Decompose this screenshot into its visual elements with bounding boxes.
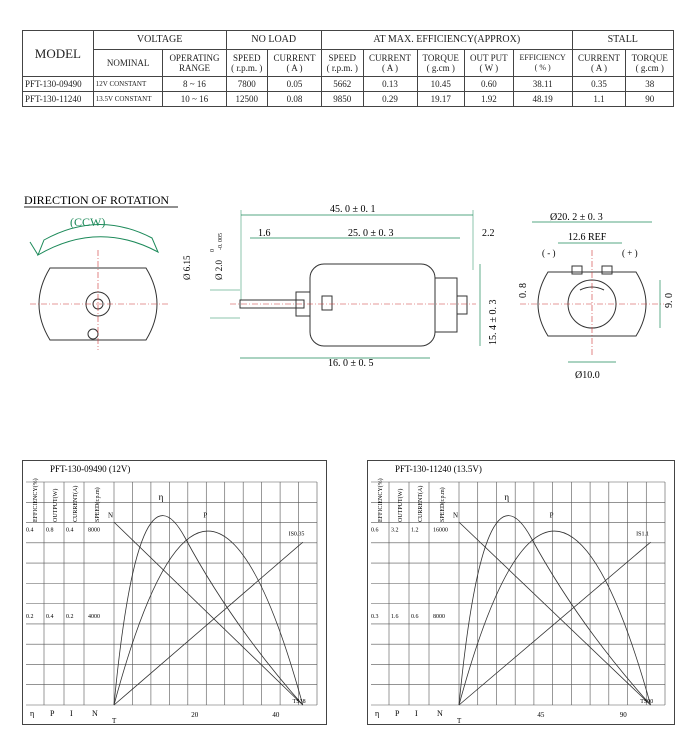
motor-rear-view <box>518 212 675 381</box>
table-cell: 38.11 <box>513 77 572 92</box>
tick-label: 16000 <box>433 527 448 534</box>
curve-label-is: IS0.35 <box>288 531 305 538</box>
spec-table <box>22 30 674 107</box>
tick-label: 8000 <box>433 613 445 620</box>
table-cell: 10 ~ 16 <box>163 92 226 107</box>
table-cell: 0.29 <box>363 92 417 107</box>
x-origin-label: T <box>457 717 462 725</box>
dim-end-dia: Ø10.0 <box>575 370 600 381</box>
chart-1-title: PFT-130-09490 (12V) <box>50 464 131 474</box>
tick-label: 0.8 <box>46 527 54 534</box>
stall-torque-header: TORQUE ( g.cm ) <box>626 50 674 77</box>
dim-body-height: 15. 4 ± 0. 3 <box>488 299 499 345</box>
dim-body-length: 25. 0 ± 0. 3 <box>348 228 394 239</box>
terminal-plus: ( + ) <box>622 248 638 258</box>
performance-chart-1 <box>22 460 327 730</box>
efficiency-curve <box>114 516 303 705</box>
table-cell: 12V CONSTANT <box>93 77 163 92</box>
curve-label-p: P <box>203 511 208 520</box>
terminal-minus: ( - ) <box>542 248 556 258</box>
table-cell: 90 <box>626 92 674 107</box>
dim-terminal-ref: 12.6 REF <box>568 232 607 243</box>
rotation-title: DIRECTION OF ROTATION <box>24 193 170 207</box>
x-tick-label: 20 <box>191 711 199 719</box>
maxeff-current-header: CURRENT ( A ) <box>363 50 417 77</box>
maxeff-output-header: OUT PUT ( W ) <box>464 50 513 77</box>
table-row <box>23 92 674 107</box>
performance-chart-2 <box>367 460 675 730</box>
legend-entry: P <box>50 709 55 718</box>
table-cell: 9850 <box>322 92 364 107</box>
maxeff-speed-header: SPEED ( r.p.m. ) <box>322 50 364 77</box>
tick-label: 0.4 <box>26 527 34 534</box>
axis-label: OUTPUT(W) <box>398 488 404 522</box>
rotation-direction: (CCW) <box>70 215 106 229</box>
table-cell: 48.19 <box>513 92 572 107</box>
table-row <box>23 77 674 92</box>
chart-2-title: PFT-130-11240 (13.5V) <box>395 464 482 474</box>
curve-label-eta: η <box>158 491 164 502</box>
axis-label: EFFICIENCY(%) <box>378 478 384 522</box>
dim-shaft-tol-b: -0. 005 <box>218 233 224 250</box>
table-cell: 19.17 <box>417 92 464 107</box>
x-origin-label: T <box>112 717 117 725</box>
tick-label: 4000 <box>88 613 100 620</box>
curve-label-is: IS1.1 <box>636 531 650 538</box>
x-tick-label: 45 <box>537 711 545 719</box>
maxeff-torque-header: TORQUE ( g.cm ) <box>417 50 464 77</box>
technical-drawings <box>0 180 700 400</box>
axis-label: SPEED(r.p.m) <box>440 487 446 522</box>
tick-label: 8000 <box>88 527 100 534</box>
curve-label-n: N <box>453 511 459 520</box>
stall-header: STALL <box>572 31 673 50</box>
nominal-header: NOMINAL <box>93 50 163 77</box>
operating-range-header: OPERATING RANGE <box>163 50 226 77</box>
tick-label: 0.4 <box>66 527 74 534</box>
noload-current-header: CURRENT ( A ) <box>268 50 322 77</box>
dim-left-ext: 1.6 <box>258 228 271 239</box>
tick-label: 1.2 <box>411 527 419 534</box>
table-cell: 1.92 <box>464 92 513 107</box>
table-cell: 0.08 <box>268 92 322 107</box>
current-curve <box>114 542 303 705</box>
legend-entry: η <box>375 709 380 718</box>
legend-entry: I <box>415 709 418 718</box>
noload-speed-header: SPEED ( r.p.m. ) <box>226 50 268 77</box>
current-curve <box>459 542 654 705</box>
tick-label: 0.3 <box>371 613 379 620</box>
dim-body-dia: Ø20. 2 ± 0. 3 <box>550 212 603 223</box>
curve-label-n: N <box>108 511 114 520</box>
tick-label: 0.2 <box>26 613 34 620</box>
efficiency-curve <box>459 516 654 705</box>
dim-shaft-length: 16. 0 ± 0. 5 <box>328 358 374 369</box>
dim-small: 0. 8 <box>518 283 529 298</box>
dim-bushing-dia: Ø 6.15 <box>182 255 192 280</box>
dim-flat-height: 9. 0 <box>664 293 675 308</box>
tick-label: 0.6 <box>371 527 379 534</box>
table-cell: 13.5V CONSTANT <box>93 92 163 107</box>
motor-side-view <box>182 204 499 369</box>
maxeff-header: AT MAX. EFFICIENCY(APPROX) <box>322 31 573 50</box>
speed-curve <box>459 522 654 705</box>
dim-right-ext: 2.2 <box>482 228 495 239</box>
table-cell: 0.05 <box>268 77 322 92</box>
table-cell: 7800 <box>226 77 268 92</box>
performance-chart-2-svg <box>367 460 675 725</box>
legend-entry: η <box>30 709 35 718</box>
performance-chart-1-svg <box>22 460 327 725</box>
table-cell: 5662 <box>322 77 364 92</box>
table-cell: 38 <box>626 77 674 92</box>
legend-entry: I <box>70 709 73 718</box>
curve-label-ts: TS38 <box>292 699 306 705</box>
dim-shaft-dia: Ø 2.0 <box>214 260 224 280</box>
curve-label-eta: η <box>504 491 510 502</box>
x-tick-label: 90 <box>619 711 627 719</box>
table-cell: PFT-130-09490 <box>23 77 94 92</box>
maxeff-efficiency-header: EFFICIENCY ( % ) <box>513 50 572 77</box>
table-cell: 12500 <box>226 92 268 107</box>
speed-curve <box>114 522 303 705</box>
model-header: MODEL <box>23 31 94 77</box>
voltage-header: VOLTAGE <box>93 31 226 50</box>
table-cell: 0.35 <box>572 77 626 92</box>
axis-label: CURRENT(A) <box>418 485 424 522</box>
table-cell: 8 ~ 16 <box>163 77 226 92</box>
table-cell: 0.13 <box>363 77 417 92</box>
curve-label-p: P <box>549 511 554 520</box>
noload-header: NO LOAD <box>226 31 322 50</box>
output-curve <box>459 531 654 705</box>
table-cell: PFT-130-11240 <box>23 92 94 107</box>
tick-label: 3.2 <box>391 527 399 534</box>
curve-label-ts: TS90 <box>640 699 654 705</box>
legend-entry: N <box>437 709 443 718</box>
dim-overall-length: 45. 0 ± 0. 1 <box>330 204 376 215</box>
axis-label: CURRENT(A) <box>73 485 79 522</box>
drawings-svg <box>0 180 700 400</box>
tick-label: 0.2 <box>66 613 74 620</box>
tick-label: 0.6 <box>411 613 419 620</box>
table-cell: 0.60 <box>464 77 513 92</box>
table-cell: 10.45 <box>417 77 464 92</box>
x-tick-label: 40 <box>272 711 280 719</box>
axis-label: EFFICIENCY(%) <box>33 478 39 522</box>
dim-shaft-tol-a: 0 <box>210 249 216 252</box>
tick-label: 0.4 <box>46 613 54 620</box>
table-cell: 1.1 <box>572 92 626 107</box>
output-curve <box>114 531 303 705</box>
axis-label: OUTPUT(W) <box>53 488 59 522</box>
axis-label: SPEED(r.p.m) <box>95 487 101 522</box>
legend-entry: P <box>395 709 400 718</box>
tick-label: 1.6 <box>391 613 399 620</box>
legend-entry: N <box>92 709 98 718</box>
stall-current-header: CURRENT ( A ) <box>572 50 626 77</box>
